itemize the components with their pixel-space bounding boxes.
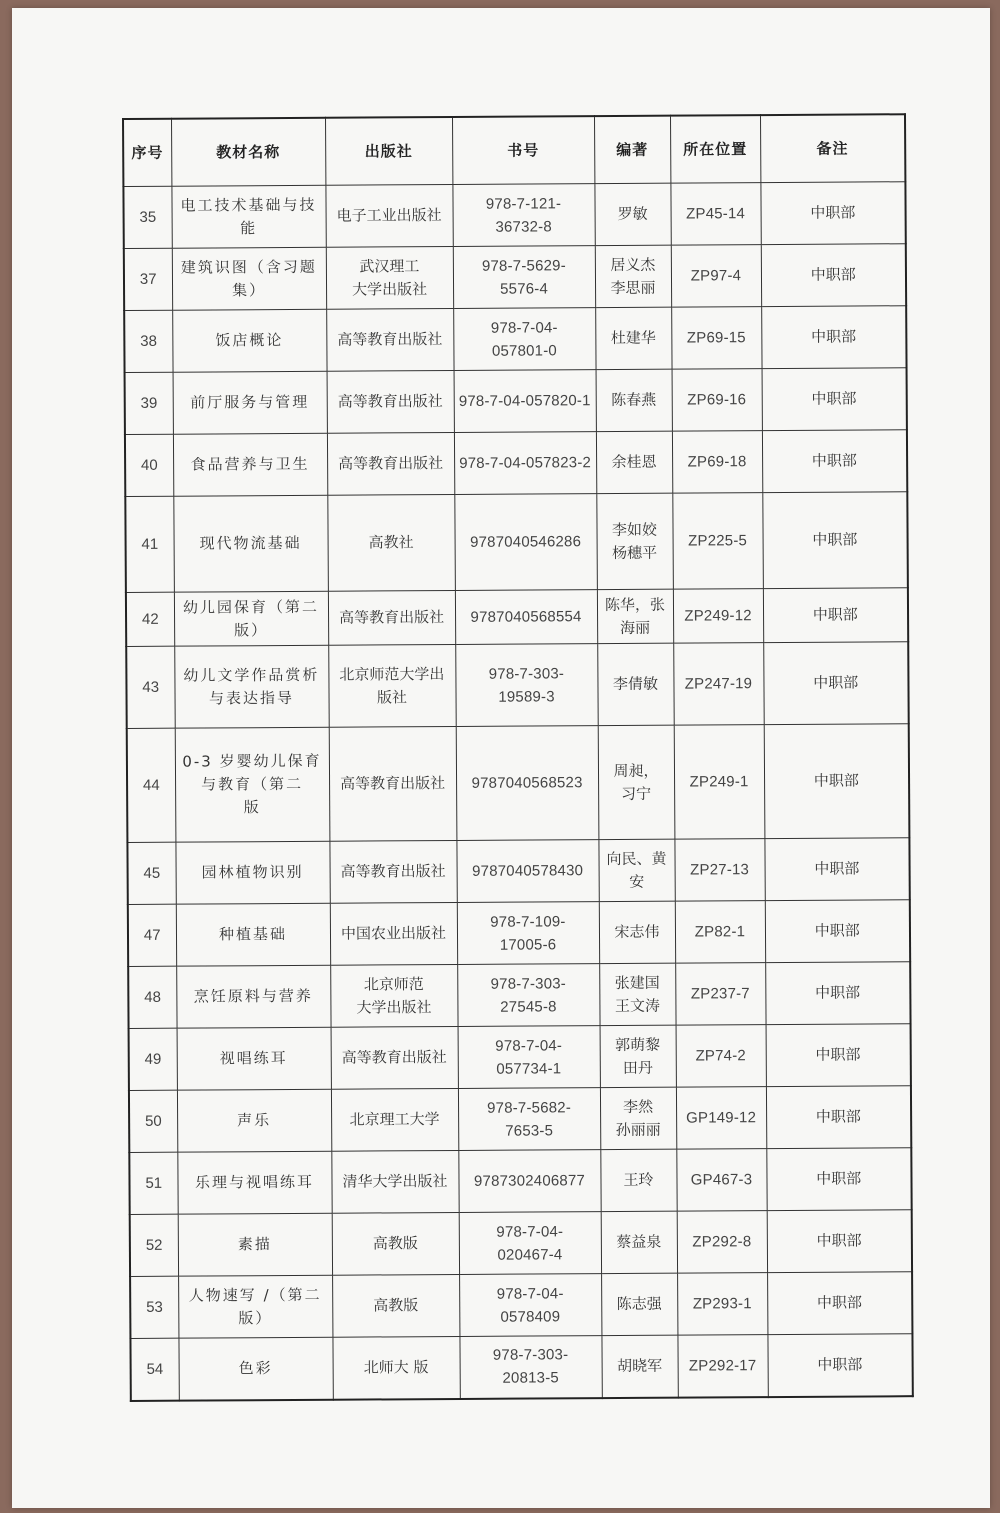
cell-seq: 37 — [124, 248, 172, 310]
cell-editor: 李如姣 杨穗平 — [596, 493, 673, 589]
cell-location: ZP69-18 — [672, 431, 762, 494]
cell-name: 色彩 — [178, 1337, 332, 1400]
cell-location: ZP69-16 — [672, 369, 762, 432]
cell-name: 现代物流基础 — [173, 495, 328, 592]
table-row — [123, 182, 905, 249]
cell-isbn: 978-7-04-057823-2 — [454, 432, 596, 495]
table-row — [125, 492, 908, 593]
cell-name: 园林植物识别 — [175, 841, 329, 904]
cell-isbn: 978-7-121- 36732-8 — [452, 184, 594, 247]
cell-location: ZP27-13 — [674, 839, 764, 902]
cell-seq: 39 — [125, 372, 173, 434]
cell-name: 人物速写 /（第二 版） — [178, 1275, 332, 1338]
cell-editor: 郭萌黎 田丹 — [600, 1025, 676, 1087]
cell-name: 前厅服务与管理 — [173, 371, 327, 434]
cell-seq: 43 — [126, 646, 175, 728]
cell-name: 饭店概论 — [172, 309, 326, 372]
table-row — [130, 1334, 912, 1401]
cell-name: 烹饪原料与营养 — [176, 965, 330, 1028]
cell-isbn: 9787040568523 — [456, 726, 599, 841]
cell-location: ZP74-2 — [676, 1025, 766, 1088]
textbook-table — [122, 113, 914, 1401]
cell-name: 素描 — [178, 1213, 332, 1276]
cell-location: GP149-12 — [676, 1087, 766, 1150]
cell-seq: 42 — [126, 592, 174, 646]
cell-seq: 51 — [129, 1152, 177, 1214]
table-row — [126, 588, 908, 647]
cell-location: ZP249-1 — [674, 725, 765, 840]
table-row — [128, 900, 910, 967]
cell-editor: 李倩敏 — [597, 643, 673, 725]
cell-seq: 35 — [123, 186, 171, 248]
cell-publisher: 高等教育出版社 — [329, 726, 457, 841]
cell-editor: 陈志强 — [601, 1273, 677, 1335]
cell-location: ZP45-14 — [670, 183, 760, 246]
cell-publisher: 清华大学出版社 — [331, 1150, 458, 1213]
cell-note: 中职部 — [765, 900, 910, 963]
header-note: 备注 — [760, 114, 905, 182]
cell-seq: 52 — [130, 1214, 178, 1276]
table-row — [126, 642, 908, 729]
cell-seq: 38 — [124, 310, 172, 372]
table-row — [129, 1148, 911, 1215]
cell-publisher: 高等教育出版社 — [326, 308, 453, 371]
cell-note: 中职部 — [764, 724, 910, 839]
cell-location: ZP237-7 — [675, 963, 765, 1026]
cell-editor: 陈华，张 海丽 — [597, 589, 673, 643]
cell-seq: 54 — [130, 1338, 178, 1400]
cell-note: 中职部 — [767, 1210, 912, 1273]
cell-location: ZP225-5 — [672, 493, 763, 590]
cell-editor: 张建国 王文涛 — [599, 963, 675, 1025]
header-editor: 编著 — [594, 116, 670, 184]
cell-note: 中职部 — [763, 588, 908, 643]
cell-isbn: 978-7-303- 27545-8 — [457, 964, 599, 1027]
cell-name: 食品营养与卫生 — [173, 433, 327, 496]
cell-note: 中职部 — [761, 244, 906, 307]
cell-isbn: 9787040578430 — [456, 840, 598, 903]
cell-publisher: 高等教育出版社 — [327, 432, 454, 495]
cell-location: ZP249-12 — [673, 589, 763, 644]
cell-name: 0-3 岁婴幼儿保育 与教育（第二 版 — [175, 727, 330, 842]
cell-isbn: 9787302406877 — [458, 1150, 600, 1213]
cell-name: 种植基础 — [176, 903, 330, 966]
cell-publisher: 高等教育出版社 — [329, 840, 456, 903]
cell-seq: 41 — [125, 496, 174, 592]
cell-location: ZP292-8 — [677, 1211, 767, 1274]
cell-location: ZP82-1 — [675, 901, 765, 964]
cell-note: 中职部 — [764, 838, 909, 901]
cell-editor: 杜建华 — [595, 307, 671, 369]
cell-location: ZP69-15 — [671, 307, 761, 370]
cell-seq: 47 — [128, 904, 176, 966]
table-row — [127, 724, 910, 843]
table-row — [129, 1086, 911, 1153]
header-seq: 序号 — [123, 119, 171, 187]
cell-note: 中职部 — [767, 1334, 912, 1397]
cell-seq: 53 — [130, 1276, 178, 1338]
cell-editor: 胡晓军 — [601, 1335, 677, 1397]
cell-note: 中职部 — [766, 1024, 911, 1087]
cell-isbn: 9787040568554 — [455, 590, 597, 645]
table-header-row — [123, 114, 905, 186]
table-row — [124, 306, 906, 373]
cell-isbn: 978-7-109- 17005-6 — [457, 902, 599, 965]
cell-editor: 周昶， 习宁 — [598, 725, 675, 839]
header-isbn: 书号 — [452, 116, 594, 184]
cell-editor: 宋志伟 — [599, 901, 675, 963]
cell-name: 幼儿文学作品赏析 与表达指导 — [174, 645, 328, 728]
cell-publisher: 高等教育出版社 — [328, 590, 455, 645]
cell-seq: 40 — [125, 434, 173, 496]
cell-seq: 50 — [129, 1090, 177, 1152]
cell-name: 电工技术基础与技 能 — [171, 185, 325, 248]
cell-publisher: 北京师范 大学出版社 — [330, 964, 457, 1027]
cell-isbn: 978-7-04- 057801-0 — [453, 308, 595, 371]
cell-publisher: 高教社 — [327, 494, 455, 591]
cell-isbn: 978-7-5682- 7653-5 — [458, 1088, 600, 1151]
cell-note: 中职部 — [762, 368, 907, 431]
cell-publisher: 武汉理工 大学出版社 — [326, 246, 453, 309]
cell-isbn: 978-7-04- 020467-4 — [459, 1212, 601, 1275]
table-row — [129, 1024, 911, 1091]
table-row — [127, 838, 909, 905]
cell-editor: 居义杰 李思丽 — [595, 245, 671, 307]
paper-sheet — [12, 8, 990, 1508]
cell-name: 视唱练耳 — [177, 1027, 331, 1090]
cell-name: 声乐 — [177, 1089, 331, 1152]
cell-editor: 李然 孙丽丽 — [600, 1087, 676, 1149]
table-row — [128, 962, 910, 1029]
cell-seq: 45 — [127, 842, 175, 904]
cell-note: 中职部 — [767, 1272, 912, 1335]
cell-location: ZP292-17 — [677, 1335, 767, 1398]
cell-isbn: 978-7-04- 057734-1 — [458, 1026, 600, 1089]
cell-name: 乐理与视唱练耳 — [177, 1151, 331, 1214]
textbook-table-container — [122, 113, 912, 1401]
cell-name: 建筑识图（含习题 集） — [172, 247, 326, 310]
cell-editor: 陈春燕 — [596, 369, 672, 431]
cell-editor: 向民、黄 安 — [598, 839, 674, 901]
cell-isbn: 978-7-303- 20813-5 — [459, 1336, 601, 1399]
cell-location: ZP247-19 — [673, 643, 763, 726]
cell-name: 幼儿园保育（第二 版） — [174, 591, 328, 646]
cell-publisher: 高教版 — [332, 1212, 459, 1275]
cell-isbn: 978-7-04-057820-1 — [454, 370, 596, 433]
cell-isbn: 978-7-303- 19589-3 — [455, 644, 597, 727]
cell-publisher: 高教版 — [332, 1274, 459, 1337]
table-row — [125, 368, 907, 435]
cell-isbn: 978-7-04- 0578409 — [459, 1274, 601, 1337]
cell-note: 中职部 — [762, 430, 907, 493]
cell-publisher: 北师大 版 — [332, 1336, 459, 1399]
cell-seq: 44 — [127, 728, 176, 842]
table-row — [130, 1272, 912, 1339]
cell-publisher: 高等教育出版社 — [327, 370, 454, 433]
header-publisher: 出版社 — [325, 117, 452, 185]
cell-editor: 余桂恩 — [596, 431, 672, 493]
table-row — [124, 244, 906, 311]
cell-publisher: 中国农业出版社 — [330, 902, 457, 965]
cell-note: 中职部 — [766, 1148, 911, 1211]
header-name: 教材名称 — [171, 118, 325, 186]
cell-location: GP467-3 — [676, 1149, 766, 1212]
cell-editor: 王玲 — [600, 1149, 676, 1211]
cell-location: ZP97-4 — [671, 245, 761, 308]
table-row — [130, 1210, 912, 1277]
cell-note: 中职部 — [760, 182, 905, 245]
cell-publisher: 北京理工大学 — [331, 1088, 458, 1151]
cell-seq: 49 — [129, 1028, 177, 1090]
cell-publisher: 电子工业出版社 — [325, 184, 452, 247]
cell-note: 中职部 — [765, 962, 910, 1025]
cell-isbn: 978-7-5629- 5576-4 — [453, 246, 595, 309]
cell-note: 中职部 — [762, 492, 908, 589]
header-location: 所在位置 — [670, 115, 760, 183]
cell-location: ZP293-1 — [677, 1273, 767, 1336]
cell-isbn: 9787040546286 — [454, 494, 597, 591]
cell-seq: 48 — [128, 966, 176, 1028]
cell-note: 中职部 — [766, 1086, 911, 1149]
cell-editor: 蔡益泉 — [601, 1211, 677, 1273]
cell-note: 中职部 — [763, 642, 908, 725]
cell-publisher: 北京师范大学出 版社 — [328, 644, 455, 727]
table-row — [125, 430, 907, 497]
cell-publisher: 高等教育出版社 — [331, 1026, 458, 1089]
cell-editor: 罗敏 — [594, 183, 670, 245]
cell-note: 中职部 — [761, 306, 906, 369]
